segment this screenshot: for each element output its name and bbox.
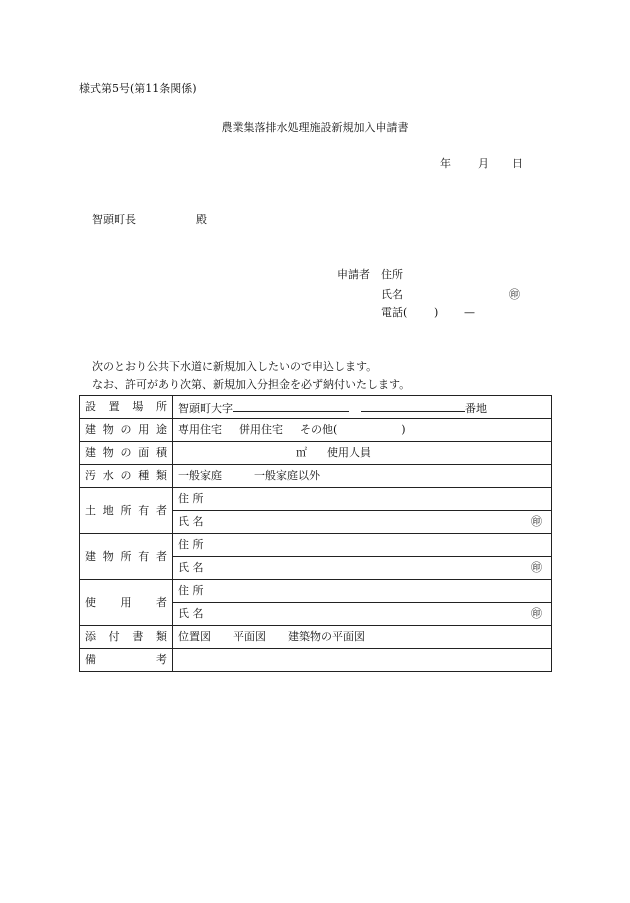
table-row-user [80,580,552,603]
usage-option: 併用住宅 [239,423,283,436]
usage-option: その他( [300,423,338,436]
name-label: 氏 名 [178,515,204,528]
address-cell: 住 所 [173,534,552,557]
applicant-name-label: 氏名 [381,288,403,301]
remarks-cell [173,649,552,672]
seal-mark: ㊞ [531,515,542,528]
usage-close: ) [401,423,406,436]
attachment-item: 建築物の平面図 [288,630,365,643]
table-row-remarks [80,649,552,672]
area-users: 使用人員 [327,446,371,459]
seal-mark: ㊞ [531,561,542,574]
area-unit: ㎡ [296,446,307,459]
row-label: 建物の面積 [80,442,173,465]
table-row-usage [80,419,552,442]
applicant-phone-label: 電話( [381,306,408,319]
document-title: 農業集落排水処理施設新規加入申請書 [221,121,409,134]
location-underline [233,399,349,412]
body-text-line: 次のとおり公共下水道に新規加入したいので申込します。 [92,360,378,373]
row-label: 土地所有者 [80,488,173,534]
sewage-option: 一般家庭 [178,469,222,482]
name-label: 氏 名 [178,561,204,574]
form-number: 様式第5号(第11条関係) [79,82,197,95]
row-label: 備考 [80,649,173,672]
location-underline [361,399,465,412]
applicant-seal: ㊞ [509,288,520,301]
applicant-phone-dash: — [464,306,475,319]
sewage-option: 一般家庭以外 [254,469,320,482]
name-cell [173,511,552,534]
row-label: 汚水の種類 [80,465,173,488]
table-row-land-owner [80,488,552,511]
seal-mark: ㊞ [531,607,542,620]
name-label: 氏 名 [178,607,204,620]
attachments-cell [173,626,552,649]
table-row-attachments [80,626,552,649]
applicant-address-label: 住所 [381,268,403,281]
name-cell [173,557,552,580]
sewage-cell [173,465,552,488]
table-row-location [80,396,552,419]
area-cell [173,442,552,465]
row-label: 建物の用途 [80,419,173,442]
attachment-item: 平面図 [233,630,266,643]
row-label: 使用者 [80,580,173,626]
addressee-name: 智頭町長 [92,213,136,226]
date-month: 月 [478,157,489,170]
name-cell [173,603,552,626]
location-suffix: 番地 [465,401,487,415]
row-label: 建物所有者 [80,534,173,580]
attachment-item: 位置図 [178,630,211,643]
address-cell: 住 所 [173,580,552,603]
usage-option: 専用住宅 [178,423,222,436]
location-cell [173,396,552,419]
usage-cell [173,419,552,442]
location-prefix: 智頭町大字 [178,401,233,415]
table-row-area [80,442,552,465]
applicant-label: 申請者 [337,268,370,281]
address-cell: 住 所 [173,488,552,511]
applicant-phone-close: ) [434,306,439,319]
row-label: 設置場所 [80,396,173,419]
table-row-sewage [80,465,552,488]
table-row-building-owner [80,534,552,557]
date-year: 年 [440,157,451,170]
date-day: 日 [512,157,523,170]
addressee-honorific: 殿 [196,213,207,226]
body-text-line: なお、許可があり次第、新規加入分担金を必ず納付いたします。 [92,378,411,391]
application-table [79,395,552,672]
row-label: 添付書類 [80,626,173,649]
